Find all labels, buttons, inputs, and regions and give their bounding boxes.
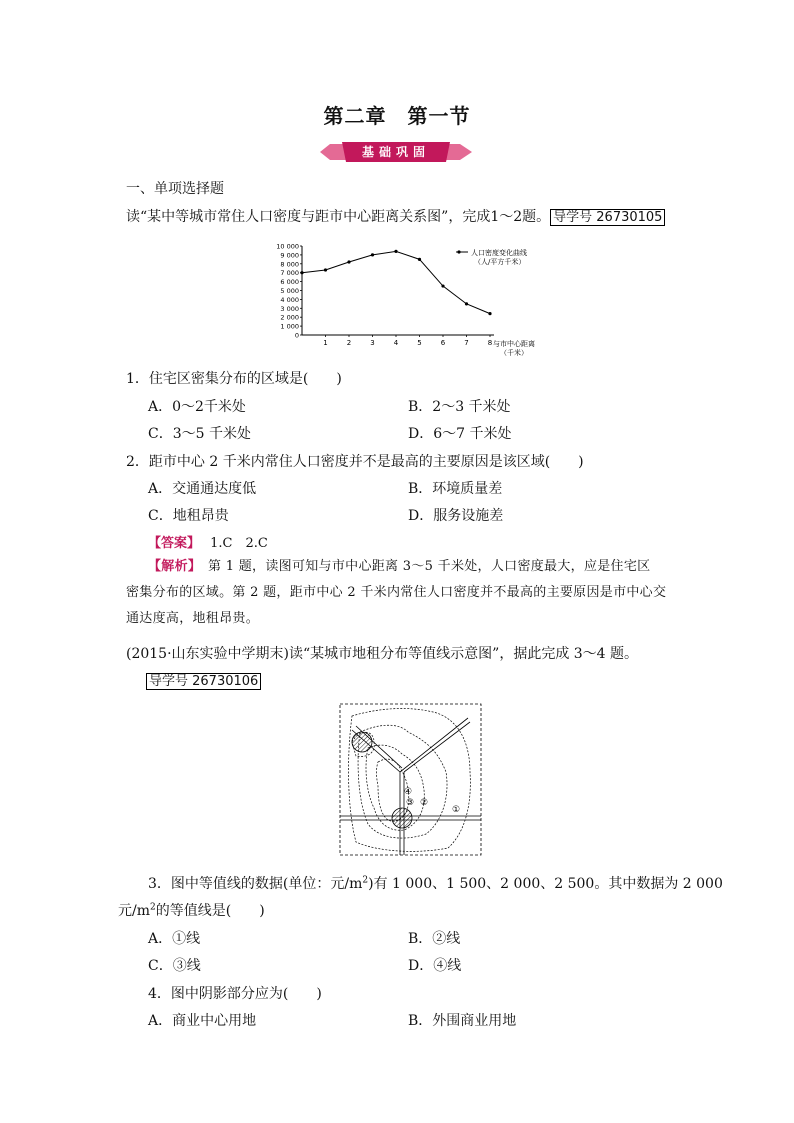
legend-marker — [457, 250, 460, 253]
guide-code-1[interactable]: 导学号 26730105 — [550, 209, 665, 226]
q2-option-a[interactable]: A．交通通达度低 — [148, 481, 257, 497]
population-density-chart — [268, 236, 538, 360]
y-tick-label: 0 — [294, 331, 299, 340]
q3-option-a[interactable]: A．①线 — [148, 931, 201, 947]
q2-option-b[interactable]: B．环境质量差 — [408, 481, 503, 497]
q3-option-c[interactable]: C．③线 — [148, 958, 201, 974]
contour-line-1 — [349, 709, 471, 852]
q3-stem-a: 3．图中等值线的数据(单位：元/m — [148, 876, 363, 892]
data-point — [418, 258, 421, 261]
y-tick-label: 5 000 — [280, 287, 299, 295]
analysis-line-3: 通达度高，地租昂贵。 — [126, 611, 260, 626]
y-tick-label: 3 000 — [280, 304, 299, 313]
shaded-area-center — [392, 808, 412, 828]
shaded-area-nw — [352, 732, 372, 752]
map-label-4: ④ — [404, 787, 413, 797]
road-ne — [400, 718, 470, 772]
legend-text: 人口密度变化曲线 — [471, 249, 527, 257]
q3-stem-d: 的等值线是( ) — [155, 903, 265, 919]
x-tick-label: 5 — [417, 339, 422, 347]
data-point — [347, 260, 350, 263]
x-tick-label: 3 — [370, 339, 375, 347]
analysis-label: 【解析】 — [148, 559, 195, 574]
density-curve — [302, 251, 490, 313]
analysis — [126, 554, 681, 632]
y-tick-label: 7 000 — [280, 269, 299, 278]
y-tick-label: 1 000 — [280, 322, 299, 331]
analysis-line-2: 密集分布的区域。第 2 题，距市中心 2 千米内常住人口密度并不最高的主要原因是市中心交 — [126, 585, 667, 600]
map-label-1: ① — [452, 805, 461, 815]
answer-text: 1.C 2.C — [210, 536, 268, 551]
section-banner — [320, 142, 472, 162]
section-heading: 一、单项选择题 — [126, 181, 224, 197]
q3-stem-b: )有 1 000、1 500、2 000、2 500。其中数据为 2 000 — [368, 876, 723, 892]
q3-sup-2: 2 — [150, 902, 156, 913]
answer-label: 【答案】 — [148, 536, 201, 551]
map-border — [340, 704, 481, 855]
q2-option-d[interactable]: D．服务设施差 — [408, 508, 504, 524]
q1-option-d[interactable]: D．6～7 千米处 — [408, 426, 512, 442]
x-tick-label: 7 — [464, 339, 469, 347]
y-tick-label: 6 000 — [280, 278, 299, 287]
data-point — [300, 271, 303, 274]
intro-q1-2-text: 读“某中等城市常住人口密度与距市中心距离关系图”，完成1～2题。 — [126, 209, 551, 225]
data-point — [371, 253, 374, 256]
x-axis-unit: （千米） — [500, 349, 528, 357]
data-point — [488, 312, 491, 315]
x-tick-label: 1 — [323, 339, 328, 347]
banner-label: 基础巩固 — [361, 145, 430, 159]
q3-option-d[interactable]: D．④线 — [408, 958, 462, 974]
data-point — [324, 268, 327, 271]
q1-option-b[interactable]: B．2～3 千米处 — [408, 399, 511, 415]
x-tick-label: 2 — [346, 339, 352, 347]
q3-sup-1: 2 — [362, 875, 369, 886]
x-tick-label: 4 — [393, 339, 399, 347]
x-axis-label: 与市中心距离 — [493, 340, 535, 348]
guide-code-2-wrap — [146, 670, 261, 689]
q3-stem-line-1 — [148, 873, 723, 893]
legend-unit: （人/平方千米） — [474, 258, 526, 266]
q3-stem-c: 元/m — [118, 903, 150, 919]
data-point — [441, 284, 444, 287]
data-point — [465, 302, 468, 305]
page-title: 第二章 第一节 — [323, 104, 471, 128]
y-tick-label: 8 000 — [280, 260, 299, 269]
intro-q3-4: (2015·山东实验中学期末)读“某城市地租分布等值线示意图”，据此完成 3～4 题。 — [126, 646, 639, 662]
q2-option-c[interactable]: C．地租昂贵 — [148, 508, 229, 524]
q3-option-b[interactable]: B．②线 — [408, 931, 461, 947]
analysis-line-1: 第 1 题，读图可知与市中心距离 3～5 千米处，人口密度最大，应是住宅区 — [194, 559, 651, 574]
q1-stem: 1．住宅区密集分布的区域是( ) — [126, 371, 342, 387]
q4-stem: 4．图中阴影部分应为( ) — [148, 986, 322, 1002]
data-point — [394, 250, 397, 253]
q4-option-b[interactable]: B．外围商业用地 — [408, 1013, 517, 1029]
intro-q1-2 — [126, 206, 665, 226]
land-rent-contour-map — [338, 702, 484, 858]
q3-stem-line-2 — [118, 900, 265, 920]
x-tick-label: 8 — [487, 339, 493, 347]
map-label-3: ③ — [406, 798, 415, 808]
map-label-2: ② — [420, 798, 429, 808]
q4-option-a[interactable]: A．商业中心用地 — [148, 1013, 257, 1029]
q2-stem: 2．距市中心 2 千米内常住人口密度并不是最高的主要原因是该区域( ) — [126, 454, 584, 470]
guide-code-2[interactable]: 导学号 26730106 — [146, 673, 261, 690]
answer — [148, 532, 268, 551]
y-tick-label: 10 000 — [276, 242, 299, 251]
x-tick-label: 6 — [440, 339, 446, 347]
q1-option-c[interactable]: C．3～5 千米处 — [148, 426, 251, 442]
y-tick-label: 4 000 — [280, 295, 299, 304]
y-tick-label: 2 000 — [280, 313, 299, 322]
q1-option-a[interactable]: A．0～2千米处 — [148, 399, 246, 415]
y-tick-label: 9 000 — [280, 251, 299, 260]
